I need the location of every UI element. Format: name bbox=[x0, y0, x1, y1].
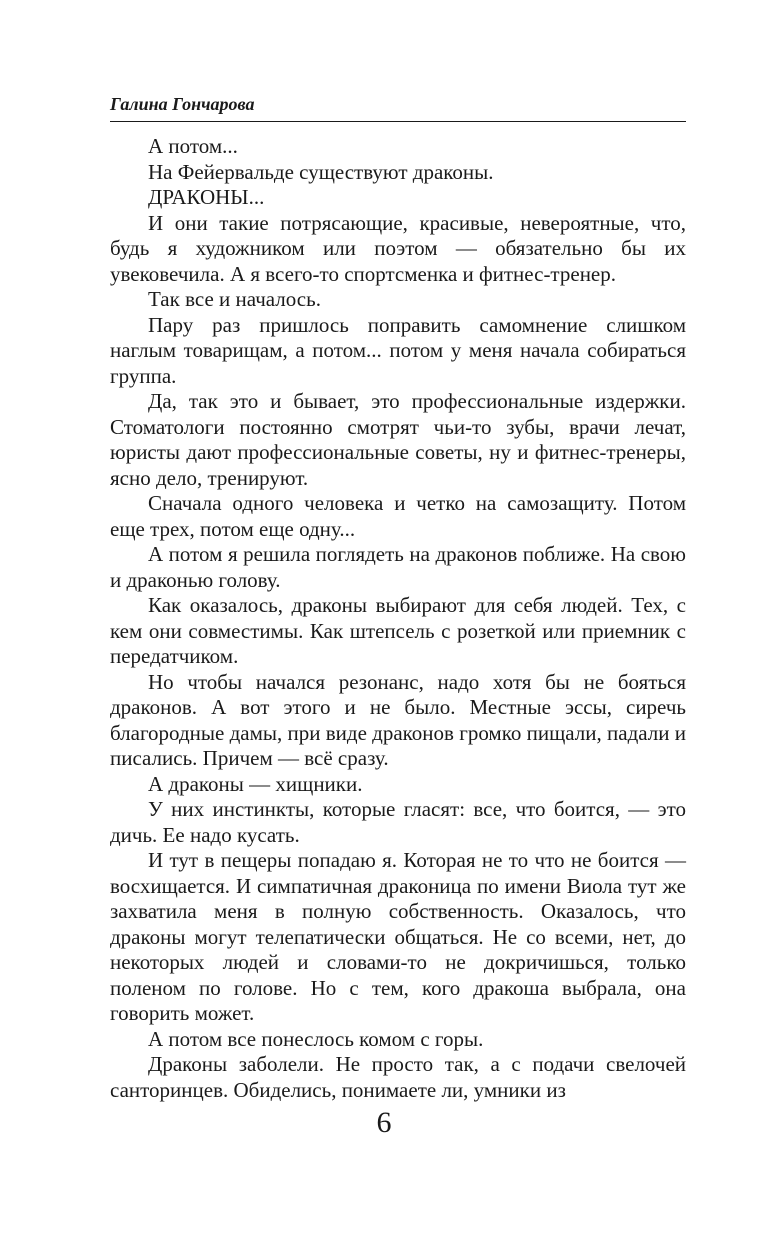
paragraph: Так все и началось. bbox=[148, 287, 321, 311]
paragraph: А драконы — хищники. bbox=[148, 771, 363, 796]
page-header bbox=[110, 92, 686, 122]
paragraph: Но чтобы начался резонанс, надо хотя бы не бояться драконов. А вот этого и не было. Местные эссы, сиречь благородные дамы, при виде драконов громко пищали, падали и писались. Причем — всё сразу. bbox=[110, 669, 686, 770]
paragraph: Да, так это и бывает, это профессиональные издержки. Стоматологи постоянно смотрят чьи-то зубы, врачи лечат, юристы дают профессиональные советы, ну и фитнес-тренеры, ясно дело, тренируют. bbox=[110, 389, 686, 490]
paragraph: У них инстинкты, которые гласят: все, что боится, — это дичь. Ее надо кусать. bbox=[110, 797, 686, 847]
paragraph: На Фейервальде существуют драконы. bbox=[148, 159, 494, 184]
paragraph: Как оказалось, драконы выбирают для себя людей. Тех, с кем они совместимы. Как штепсель с розеткой или приемник с передатчиком. bbox=[110, 593, 686, 668]
paragraph: Сначала одного человека и четко на самозащиту. Потом еще трех, потом еще одну... bbox=[110, 491, 686, 541]
paragraph: И они такие потрясающие, красивые, невероятные, что, будь я художником или поэтом — обязательно бы их увековечила. А я всего-то спортсменка и фитнес-тренер. bbox=[110, 210, 686, 286]
page-number: 6 bbox=[376, 1106, 392, 1139]
running-head: Галина Гончарова bbox=[110, 94, 255, 114]
paragraph: Пару раз пришлось поправить самомнение слишком наглым товарищам, а потом... потом у меня начала собираться группа. bbox=[110, 312, 686, 388]
paragraph: И тут в пещеры попадаю я. Которая не то что не боится — восхищается. И симпатичная драконица по имени Виола тут же захватила меня в полную собственность. Оказалось, что драконы могут телепатически общаться. Не со всеми, нет, до некоторых людей и словами-то не докричишься, только поленом по голове. Но с тем, кого дракоша выбрала, она говорить может. bbox=[110, 848, 686, 1025]
paragraph: А потом... bbox=[148, 134, 238, 158]
paragraph: Драконы заболели. Не просто так, а с подачи свелочей санторинцев. Обиделись, понимаете ли, умники из bbox=[110, 1052, 686, 1102]
body-text bbox=[110, 134, 686, 1103]
paragraph: ДРАКОНЫ... bbox=[148, 185, 265, 209]
paragraph: А потом все понеслось комом с горы. bbox=[148, 1026, 484, 1051]
paragraph: А потом я решила поглядеть на драконов поближе. На свою и драконью голову. bbox=[110, 542, 686, 592]
